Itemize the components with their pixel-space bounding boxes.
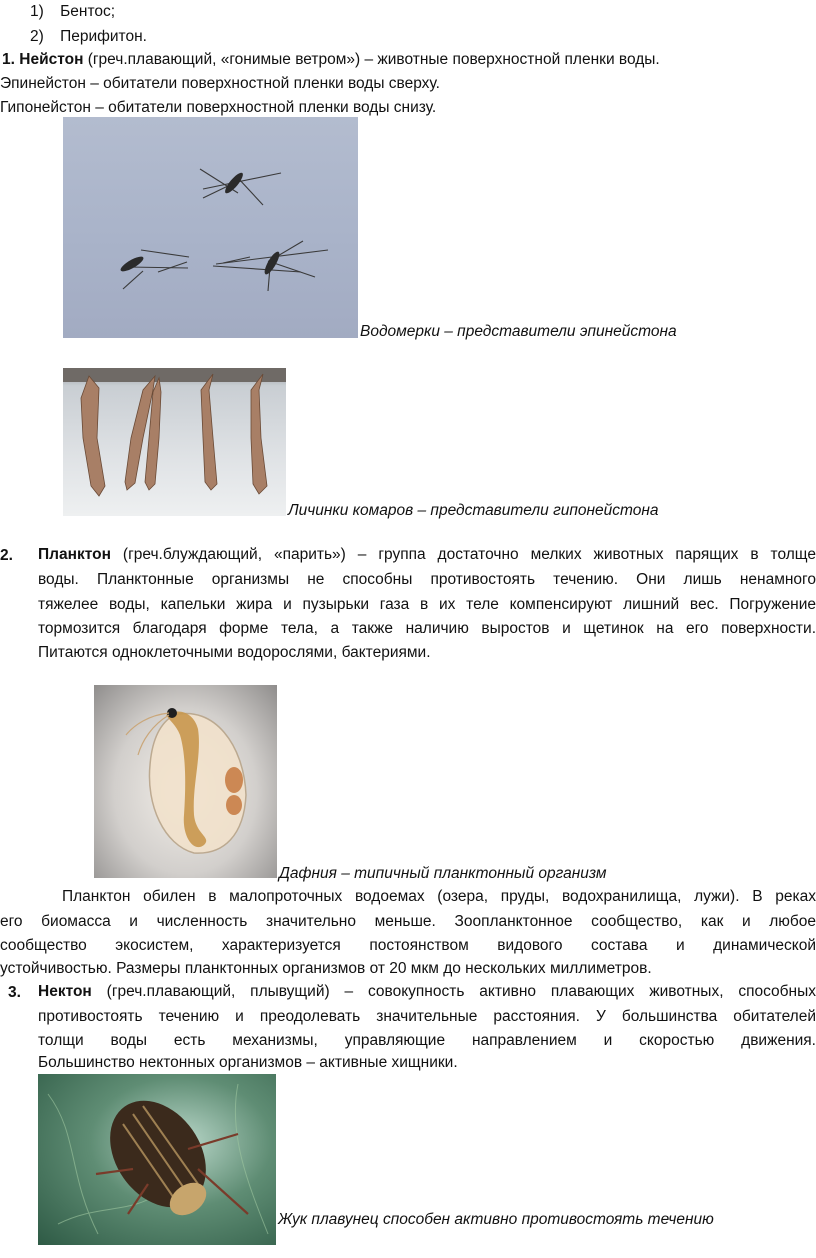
plankton-para-line-3: сообщество экосистем, характеризуется постоянством видового состава и динамической bbox=[0, 937, 816, 954]
water-striders-photo bbox=[63, 117, 358, 338]
hyponeuston-text: Гипонейстон – обитатели поверхностной пленки воды снизу. bbox=[0, 99, 437, 116]
diving-beetle-photo bbox=[38, 1074, 276, 1245]
mosquito-larvae-photo bbox=[63, 368, 286, 516]
nekton-line-3: толщи воды есть механизмы, управляющие направлением и скоростью движения. bbox=[38, 1032, 816, 1049]
definition-text: (греч.плавающий, «гонимые ветром») – животные поверхностной пленки воды. bbox=[83, 51, 660, 68]
neuston-definition bbox=[2, 49, 660, 71]
plankton-para-line-2: его биомасса и численность значительно меньше. Зоопланктонное сообщество, как и любое bbox=[0, 913, 816, 930]
diving-beetle-caption: Жук плавунец способен активно противостоять течению bbox=[278, 1211, 714, 1228]
plankton-line-5: Питаются одноклеточными водорослями, бактериями. bbox=[38, 644, 431, 661]
section-number: 2. bbox=[0, 547, 13, 564]
mosquito-larvae-illustration bbox=[63, 368, 286, 516]
plankton-line-3: тяжелее воды, капельки жира и пузырьки газа в их теле компенсируют лишний вес. Погружение bbox=[38, 596, 816, 613]
list-text: Бентос; bbox=[60, 3, 116, 20]
list-number: 1) bbox=[30, 3, 44, 20]
nekton-line-2: противостоять течению и преодолевать значительные расстояния. У большинства обитателей bbox=[38, 1008, 816, 1025]
term-heading: Нектон bbox=[38, 983, 92, 1000]
term-heading: Нейстон bbox=[19, 51, 84, 68]
water-striders-caption: Водомерки – представители эпинейстона bbox=[360, 323, 677, 340]
epineuston-text: Эпинейстон – обитатели поверхностной пленки воды сверху. bbox=[0, 75, 440, 92]
plankton-para-line-1: Планктон обилен в малопроточных водоемах (озера, пруды, водохранилища, лужи). В реках bbox=[62, 888, 816, 905]
term-heading: Планктон bbox=[38, 546, 111, 563]
plankton-para-line-4: устойчивостью. Размеры планктонных организмов от 20 мкм до нескольких миллиметров. bbox=[0, 960, 652, 977]
nekton-line-4: Большинство нектонных организмов – активные хищники. bbox=[38, 1054, 458, 1071]
section-number: 3. bbox=[8, 984, 21, 1001]
plankton-line-1: Планктон (греч.блуждающий, «парить») – группа достаточно мелких животных парящих в толще bbox=[38, 546, 816, 563]
list-item bbox=[30, 26, 147, 48]
plankton-line-4: тормозится благодаря форме тела, а также наличию выростов и щетинок на его поверхности. bbox=[38, 620, 816, 637]
water-striders-illustration bbox=[63, 117, 358, 338]
list-text: Перифитон. bbox=[60, 28, 147, 45]
daphnia-illustration bbox=[94, 685, 277, 878]
diving-beetle-illustration bbox=[38, 1074, 276, 1245]
plankton-line-2: воды. Планктонные организмы не способны противостоять течению. Они лишь ненамного bbox=[38, 571, 816, 588]
list-number: 2) bbox=[30, 28, 44, 45]
daphnia-caption: Дафния – типичный планктонный организм bbox=[279, 865, 607, 882]
section-number: 1. bbox=[2, 51, 15, 68]
daphnia-photo bbox=[94, 685, 277, 878]
list-item bbox=[30, 1, 115, 23]
nekton-line-1: Нектон (греч.плавающий, плывущий) – совокупность активно плавающих животных, способных bbox=[38, 983, 816, 1000]
mosquito-larvae-caption: Личинки комаров – представители гипонейстона bbox=[288, 502, 659, 519]
